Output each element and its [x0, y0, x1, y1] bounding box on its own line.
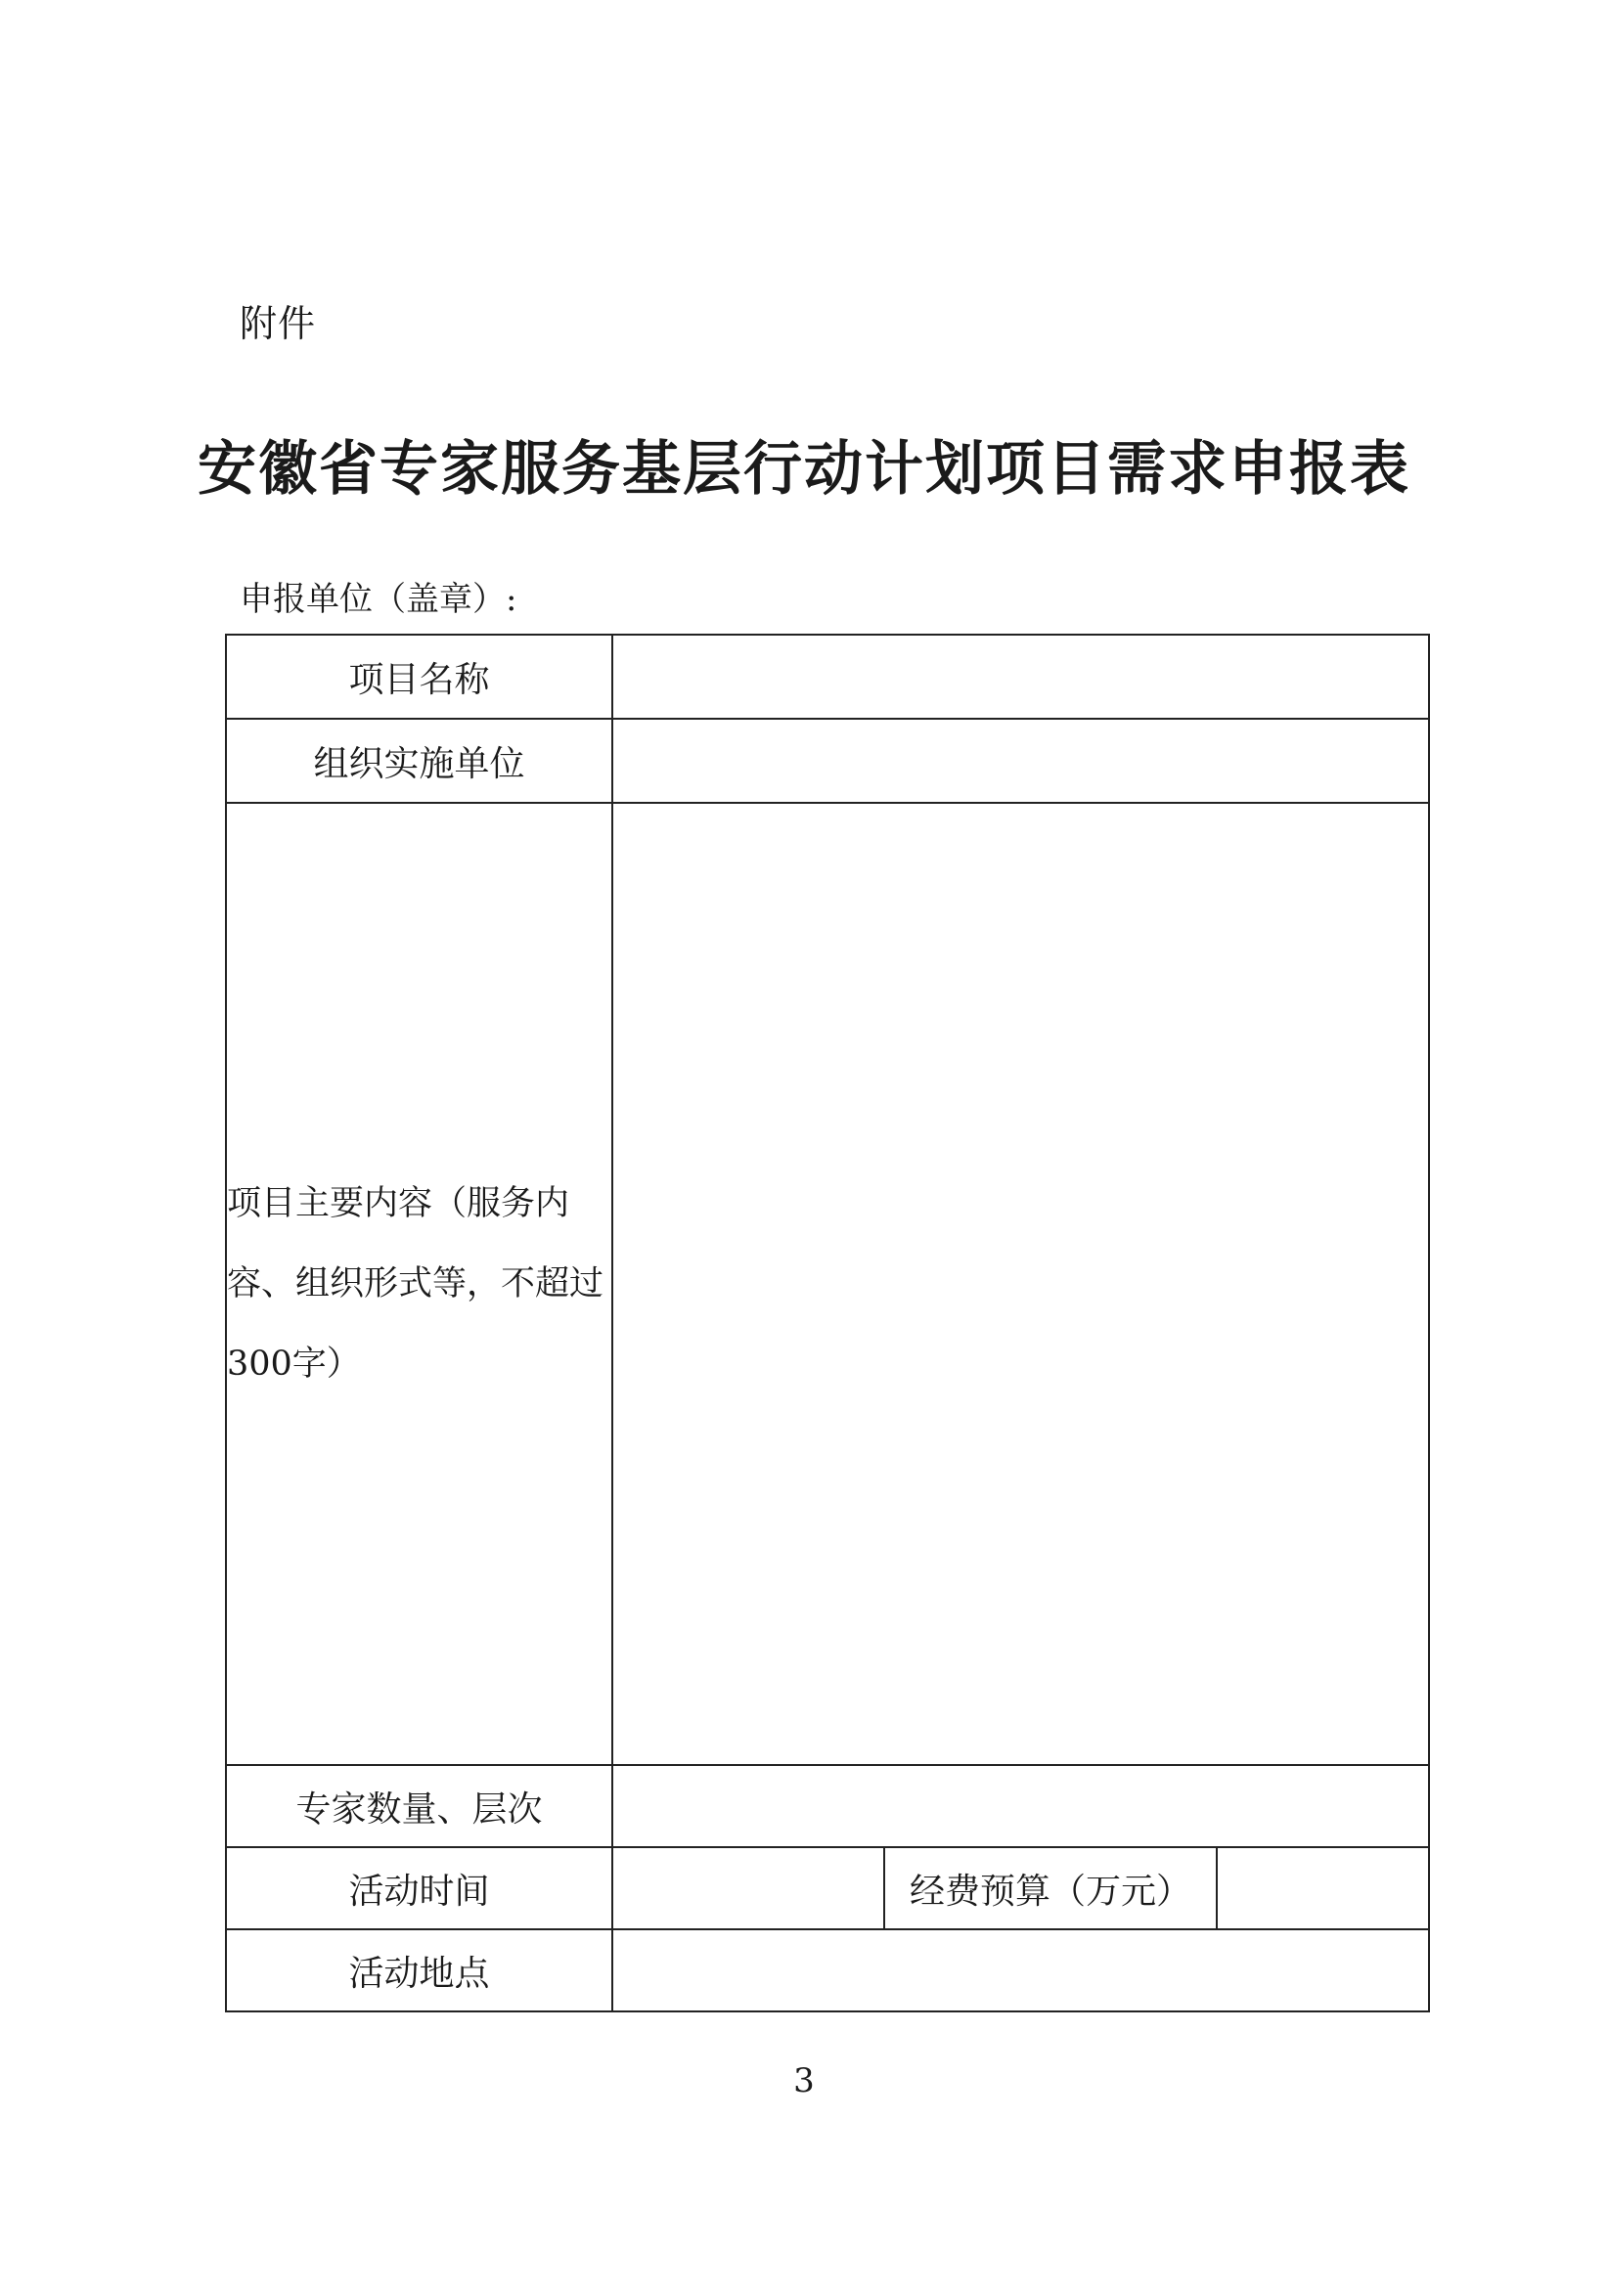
main-content-field[interactable]: [612, 803, 1429, 1765]
project-name-label: 项目名称: [226, 635, 612, 719]
table-row: [226, 719, 1429, 803]
table-row: [226, 1929, 1429, 2011]
document-title: 安徽省专家服务基层行动计划项目需求申报表: [198, 435, 1410, 504]
application-form-table: [225, 634, 1430, 2012]
activity-time-field[interactable]: [612, 1847, 884, 1929]
budget-label: 经费预算（万元）: [884, 1847, 1217, 1929]
table-row: [226, 803, 1429, 1765]
budget-field[interactable]: [1217, 1847, 1429, 1929]
activity-location-field[interactable]: [612, 1929, 1429, 2011]
table-row: [226, 1847, 1429, 1929]
page-number: 3: [793, 2061, 815, 2100]
experts-field[interactable]: [612, 1765, 1429, 1847]
activity-time-label: 活动时间: [226, 1847, 612, 1929]
table-row: [226, 635, 1429, 719]
org-unit-label: 组织实施单位: [226, 719, 612, 803]
org-unit-field[interactable]: [612, 719, 1429, 803]
applicant-unit-label: 申报单位（盖章）:: [240, 580, 517, 619]
experts-label: 专家数量、层次: [226, 1765, 612, 1847]
project-name-field[interactable]: [612, 635, 1429, 719]
main-content-label: 项目主要内容（服务内容、组织形式等，不超过300字）: [226, 803, 612, 1765]
table-row: [226, 1765, 1429, 1847]
attachment-label: 附件: [240, 302, 317, 345]
activity-location-label: 活动地点: [226, 1929, 612, 2011]
